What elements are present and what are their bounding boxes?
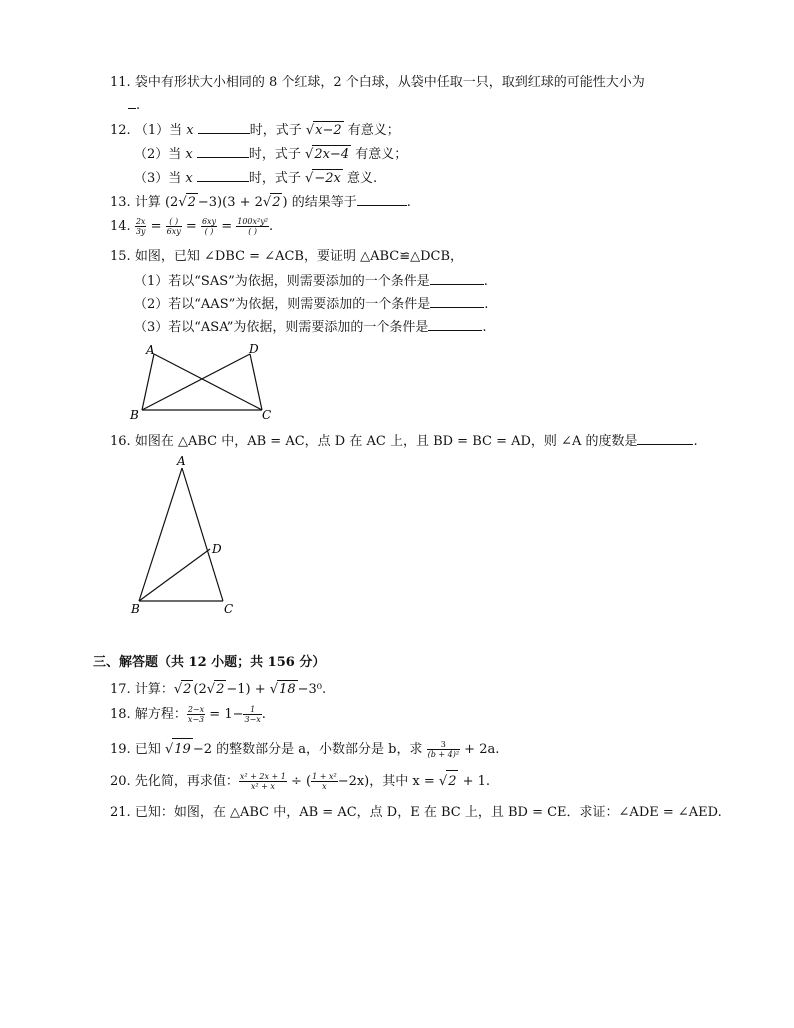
radical-sign: √ bbox=[305, 123, 315, 138]
label-d: D bbox=[212, 542, 222, 556]
radicand: 2 bbox=[183, 682, 192, 697]
fraction bbox=[236, 217, 269, 236]
part-label: （2）当 bbox=[134, 147, 186, 162]
numerator: 1 bbox=[243, 705, 261, 715]
radical-sign: √ bbox=[262, 195, 272, 210]
equals: = bbox=[221, 219, 233, 234]
question-number: 14. bbox=[110, 219, 131, 234]
answer-blank bbox=[430, 295, 484, 308]
text: 计算： bbox=[134, 682, 174, 697]
radical-sign: √ bbox=[173, 682, 183, 697]
question-11 bbox=[110, 74, 645, 92]
question-16 bbox=[110, 432, 698, 451]
text: 时，式子 bbox=[248, 147, 306, 162]
question-18 bbox=[110, 704, 266, 726]
section-heading: 三、解答题（共 12 小题；共 156 分） bbox=[93, 655, 326, 670]
question-15-part-1 bbox=[134, 272, 488, 291]
label-b: B bbox=[130, 408, 139, 422]
figure-triangle bbox=[126, 452, 246, 620]
question-text: 袋中有形状大小相同的 8 个红球，2 个白球，从袋中任取一只，取到红球的可能性大小为 bbox=[134, 75, 645, 90]
denominator: ( ) bbox=[248, 227, 257, 236]
question-number: 13. bbox=[110, 195, 131, 210]
answer-blank bbox=[197, 145, 249, 158]
question-12-line-2 bbox=[134, 145, 407, 164]
radicand: 2 bbox=[446, 770, 458, 793]
radicand: 19 bbox=[172, 738, 193, 761]
radicand: 2 bbox=[216, 682, 225, 697]
fraction bbox=[166, 217, 182, 236]
radical-sign: √ bbox=[305, 171, 314, 186]
question-number: 20. bbox=[110, 774, 131, 789]
text: 时，式子 bbox=[248, 171, 306, 186]
text: −3)(3 + 2 bbox=[197, 195, 263, 210]
question-number: 16. bbox=[110, 434, 131, 449]
text: 已知 bbox=[134, 742, 165, 757]
radical-sign: √ bbox=[269, 682, 279, 697]
segment-ac bbox=[154, 354, 262, 410]
period: . bbox=[136, 98, 141, 113]
period: . bbox=[261, 707, 266, 722]
radical-sign: √ bbox=[206, 682, 216, 697]
segment-bd bbox=[139, 549, 210, 601]
question-12-line-1 bbox=[110, 121, 400, 140]
text: 解方程： bbox=[134, 707, 187, 722]
fraction bbox=[201, 217, 217, 236]
text: （2）若以“AAS”为依据，则需要添加的一个条件是 bbox=[134, 297, 431, 312]
text: −3⁰. bbox=[297, 682, 327, 697]
question-14 bbox=[110, 216, 273, 238]
period: . bbox=[406, 195, 411, 210]
label-c: C bbox=[224, 602, 234, 616]
fraction bbox=[239, 772, 287, 791]
denominator: (b + 4)² bbox=[427, 750, 460, 759]
label-a: A bbox=[146, 343, 155, 357]
numerator: 100x²y² bbox=[237, 217, 268, 226]
question-21 bbox=[110, 804, 722, 822]
question-number: 17. bbox=[110, 682, 131, 697]
part-label: （3）当 bbox=[134, 171, 186, 186]
variable: x bbox=[186, 123, 194, 138]
numerator: x² + 2x + 1 bbox=[239, 772, 286, 781]
text: 计算 (2 bbox=[134, 195, 179, 210]
answer-blank bbox=[357, 193, 407, 206]
answer-blank bbox=[197, 169, 249, 182]
segment-ab bbox=[142, 354, 154, 410]
text: 意义. bbox=[342, 171, 378, 186]
fraction bbox=[311, 772, 338, 791]
denominator: ( ) bbox=[204, 227, 214, 236]
radicand: 2 bbox=[272, 195, 281, 210]
question-text: 已知：如图，在 △ABC 中，AB = AC，点 D，E 在 BC 上，且 BD = CE．求证：∠ADE = ∠AED. bbox=[134, 805, 722, 820]
radicand: x−2 bbox=[315, 123, 342, 138]
denominator: 6xy bbox=[166, 227, 181, 236]
question-17 bbox=[110, 680, 326, 699]
radicand: −2x bbox=[314, 171, 341, 186]
numerator: 6xy bbox=[201, 217, 217, 226]
radical-sign: √ bbox=[438, 774, 448, 789]
numerator: 1 + x² bbox=[312, 772, 337, 781]
radical-sign: √ bbox=[305, 147, 314, 162]
equals: = bbox=[150, 219, 162, 234]
part-label: （1）当 bbox=[134, 123, 187, 138]
period: . bbox=[482, 320, 487, 335]
text: + 1. bbox=[458, 774, 491, 789]
variable: x bbox=[185, 147, 193, 162]
question-number: 11. bbox=[110, 75, 131, 90]
radicand: 2x−4 bbox=[314, 147, 350, 162]
equals: = bbox=[185, 219, 197, 234]
question-12-line-3 bbox=[134, 169, 377, 188]
numerator: 3 bbox=[427, 740, 460, 750]
text: （1）若以“SAS”为依据，则需要添加的一个条件是 bbox=[134, 274, 430, 289]
question-20 bbox=[110, 770, 490, 793]
text: (2 bbox=[193, 682, 207, 697]
answer-blank bbox=[637, 432, 693, 445]
denominator: 3y bbox=[135, 227, 146, 236]
answer-blank bbox=[428, 318, 482, 331]
answer-blank bbox=[128, 96, 136, 109]
radical-sign: √ bbox=[164, 742, 174, 757]
period: . bbox=[693, 434, 698, 449]
question-13 bbox=[110, 193, 411, 212]
text: 时，式子 bbox=[249, 123, 306, 138]
figure-quadrilateral bbox=[128, 340, 288, 424]
radicand: 2 bbox=[187, 195, 196, 210]
label-c: C bbox=[262, 408, 272, 422]
question-number: 19. bbox=[110, 742, 131, 757]
text: ) 的结果等于 bbox=[282, 195, 357, 210]
numerator: ( ) bbox=[166, 217, 182, 227]
fraction bbox=[243, 705, 261, 724]
question-text: 如图，已知 ∠DBC = ∠ACB，要证明 △ABC≌△DCB， bbox=[134, 249, 464, 264]
text: ÷ ( bbox=[286, 774, 312, 789]
text: 有意义； bbox=[343, 123, 400, 138]
denominator: x−3 bbox=[187, 715, 205, 724]
variable: x bbox=[185, 171, 193, 186]
question-15-part-2 bbox=[134, 295, 488, 314]
period: . bbox=[483, 274, 488, 289]
question-number: 12. bbox=[110, 123, 131, 138]
numerator: 2x bbox=[135, 217, 146, 226]
label-b: B bbox=[131, 602, 140, 616]
text: + 2a. bbox=[460, 742, 500, 757]
text: −1) + bbox=[226, 682, 270, 697]
denominator: 3−x bbox=[244, 715, 261, 724]
radicand: 18 bbox=[279, 682, 296, 697]
answer-blank bbox=[430, 272, 484, 285]
segment-ac bbox=[182, 468, 223, 601]
label-d: D bbox=[249, 342, 259, 356]
radical-sign: √ bbox=[178, 195, 187, 210]
fraction bbox=[187, 705, 205, 724]
label-a: A bbox=[177, 454, 186, 468]
question-number: 21. bbox=[110, 805, 131, 820]
question-15 bbox=[110, 248, 463, 266]
segment-dc bbox=[250, 354, 262, 410]
question-11-blank bbox=[128, 96, 140, 115]
question-text: 如图在 △ABC 中，AB = AC，点 D 在 AC 上，且 BD = BC = AD，则 ∠A 的度数是 bbox=[134, 434, 638, 449]
question-19 bbox=[110, 738, 499, 761]
segment-ab bbox=[139, 468, 182, 601]
fraction bbox=[135, 217, 147, 236]
fraction bbox=[427, 740, 460, 759]
text: −2x)，其中 x = bbox=[337, 774, 439, 789]
text: −2 的整数部分是 a，小数部分是 b，求 bbox=[192, 742, 427, 757]
denominator: x bbox=[322, 782, 327, 791]
answer-blank bbox=[198, 121, 250, 134]
denominator: x² + x bbox=[250, 782, 275, 791]
text: 先化简，再求值： bbox=[134, 774, 239, 789]
segment-db bbox=[142, 354, 250, 410]
question-number: 18. bbox=[110, 707, 131, 722]
period: . bbox=[484, 297, 489, 312]
text: 有意义； bbox=[351, 147, 408, 162]
question-15-part-3 bbox=[134, 318, 486, 337]
period: . bbox=[268, 219, 274, 234]
question-number: 15. bbox=[110, 249, 131, 264]
text: （3）若以“ASA”为依据，则需要添加的一个条件是 bbox=[134, 320, 429, 335]
numerator: 2−x bbox=[187, 705, 205, 714]
text: = 1− bbox=[205, 707, 244, 722]
